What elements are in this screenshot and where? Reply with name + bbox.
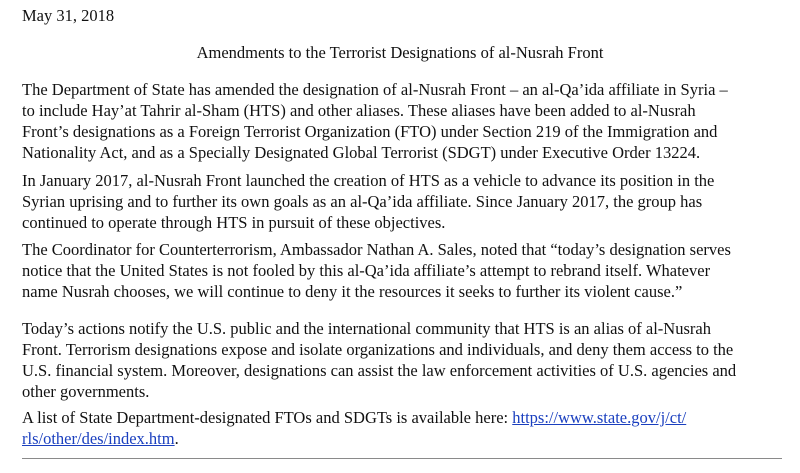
- paragraph-amendment: [22, 79, 782, 163]
- designations-list-link-continued[interactable]: rls/other/des/index.htm: [22, 429, 175, 448]
- release-date: May 31, 2018: [22, 6, 115, 25]
- document-title: Amendments to the Terrorist Designations of al-Nusrah Front: [196, 43, 604, 62]
- paragraph-line: other governments.: [22, 382, 150, 401]
- paragraph-line: continued to operate through HTS in pursuit of these objectives.: [22, 213, 446, 232]
- paragraph-background: [22, 170, 782, 233]
- paragraph-line: Front. Terrorism designations expose and isolate organizations and individuals, and deny them access to the: [22, 340, 734, 359]
- closing-line-2: [22, 428, 782, 449]
- closing-period: .: [174, 429, 179, 448]
- paragraph-line: Syrian uprising and to further its own goals as an al-Qa’ida affiliate. Since January 2017, the group has: [22, 192, 703, 211]
- paragraph-line: name Nusrah chooses, we will continue to deny it the resources it seeks to further its violent cause.”: [22, 282, 683, 301]
- bottom-divider: [22, 458, 782, 459]
- paragraph-quote: [22, 239, 782, 302]
- paragraph-line: Front’s designations as a Foreign Terrorist Organization (FTO) under Section 219 of the Immigration and: [22, 122, 718, 141]
- paragraph-line: U.S. financial system. Moreover, designations can assist the law enforcement activities of U.S. agencies and: [22, 361, 737, 380]
- closing-text: A list of State Department-designated FTOs and SDGTs is available here:: [22, 408, 513, 427]
- paragraph-line: Nationality Act, and as a Specially Designated Global Terrorist (SDGT) under Executive Order 13224.: [22, 143, 701, 162]
- paragraph-line: The Department of State has amended the designation of al-Nusrah Front – an al-Qa’ida affiliate in Syria –: [22, 80, 728, 99]
- paragraph-line: notice that the United States is not fooled by this al-Qa’ida affiliate’s attempt to rebrand itself. Whatever: [22, 261, 711, 280]
- paragraph-line: In January 2017, al-Nusrah Front launched the creation of HTS as a vehicle to advance its position in the: [22, 171, 715, 190]
- paragraph-line: The Coordinator for Counterterrorism, Ambassador Nathan A. Sales, noted that “today’s designation serves: [22, 240, 731, 259]
- designations-list-link[interactable]: https://www.state.gov/j/ct/: [512, 408, 687, 427]
- closing-line-1: [22, 407, 782, 428]
- paragraph-actions: [22, 318, 782, 402]
- paragraph-closing: [22, 407, 782, 449]
- paragraph-line: Today’s actions notify the U.S. public and the international community that HTS is an alias of al-Nusrah: [22, 319, 711, 338]
- paragraph-line: to include Hay’at Tahrir al-Sham (HTS) and other aliases. These aliases have been added to al-Nusrah: [22, 101, 696, 120]
